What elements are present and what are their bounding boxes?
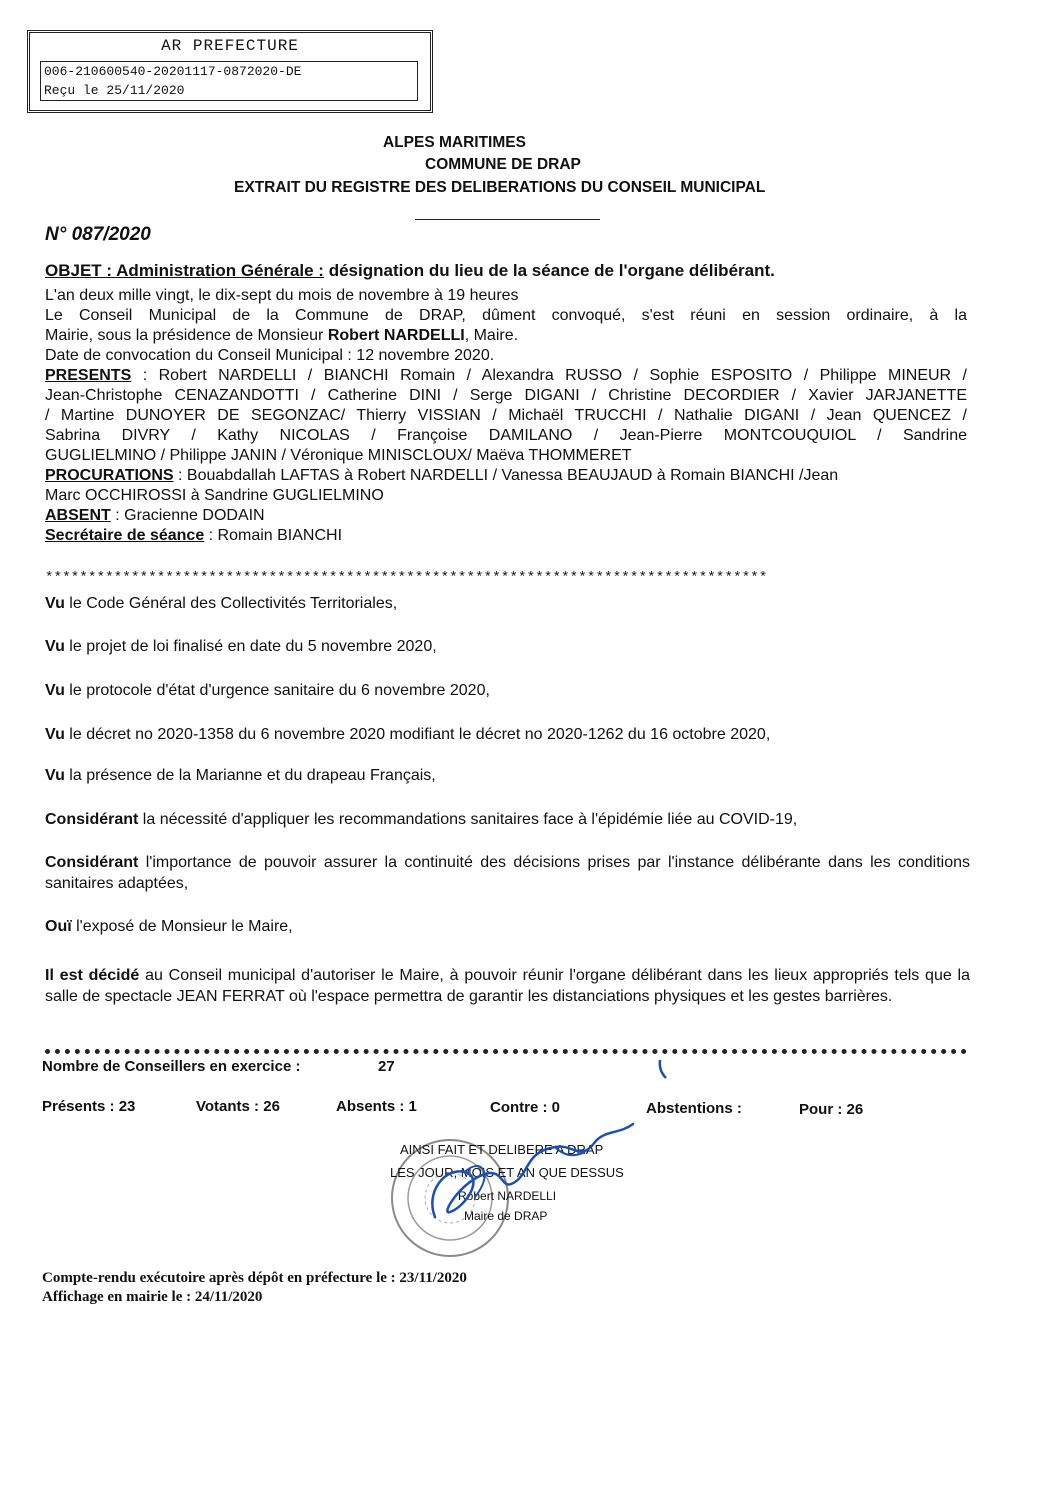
objet-label: OBJET : Administration Générale : <box>45 261 324 280</box>
separator-stars: ************************************************************************************ <box>45 570 768 586</box>
consideration-text: le protocole d'état d'urgence sanitaire du 6 novembre 2020, <box>64 682 490 699</box>
handwritten-signature-icon <box>405 1112 645 1232</box>
header-commune: COMMUNE DE DRAP <box>425 156 581 173</box>
consideration-item <box>45 680 970 701</box>
deliberation-number: N° 087/2020 <box>45 224 151 245</box>
consideration-item <box>45 636 970 657</box>
header-rule <box>415 219 600 220</box>
consideration-item <box>45 765 970 786</box>
convocation-date: Date de convocation du Conseil Municipal : 12 novembre 2020. <box>45 347 495 364</box>
consideration-keyword: Vu <box>45 726 65 743</box>
procurations-line-1 <box>45 466 967 486</box>
conseillers-label: Nombre de Conseillers en exercice : <box>42 1058 301 1075</box>
consideration-keyword: Vu <box>45 595 65 612</box>
signature-block <box>380 1132 640 1262</box>
signature-line-1: AINSI FAIT ET DELIBERE A DRAP <box>400 1142 604 1157</box>
vote-contre: Contre : 0 <box>490 1099 561 1116</box>
consideration-item <box>45 809 970 830</box>
consideration-keyword: Considérant <box>45 811 139 828</box>
absent-label: ABSENT <box>45 507 111 524</box>
intro-line-1: L'an deux mille vingt, le dix-sept du mois de novembre à 19 heures <box>45 287 519 304</box>
consideration-text: l'exposé de Monsieur le Maire, <box>71 918 293 935</box>
header-register: EXTRAIT DU REGISTRE DES DELIBERATIONS DU CONSEIL MUNICIPAL <box>234 179 766 196</box>
presents-line-3: / Martine DUNOYER DE SEGONZAC/ Thierry VISSIAN / Michaël TRUCCHI / Nathalie DIGANI / Jean QUENCEZ / <box>45 407 967 424</box>
procurations-label: PROCURATIONS <box>45 467 174 484</box>
footer-affichage: Affichage en mairie le : 24/11/2020 <box>42 1289 263 1305</box>
consideration-keyword: Vu <box>45 638 65 655</box>
consideration-keyword: Considérant <box>45 854 139 871</box>
consideration-text: le Code Général des Collectivités Territoriales, <box>64 595 398 612</box>
procurations-line-2: Marc OCCHIROSSI à Sandrine GUGLIELMINO <box>45 487 384 504</box>
session-intro <box>45 286 967 546</box>
ar-stamp-box <box>40 61 418 101</box>
consideration-item <box>45 916 970 937</box>
consideration-text: au Conseil municipal d'autoriser le Maire, à pouvoir réunir l'organe délibérant dans les lieux appropriés tels que la salle de spectacle JEAN FERRAT où l'espace permettra de garantir les distanciations physiques et les gestes barrières. <box>45 967 970 1005</box>
footer <box>42 1269 467 1307</box>
presents-line-5: GUGLIELMINO / Philippe JANIN / Véronique MINISCLOUX/ Maëva THOMMERET <box>45 447 632 464</box>
consideration-text: la nécessité d'appliquer les recommandations sanitaires face à l'épidémie liée au COVID-19, <box>138 811 798 828</box>
signature-name: Robert NARDELLI <box>458 1189 557 1203</box>
footer-executoire: Compte-rendu exécutoire après dépôt en préfecture le : 23/11/2020 <box>42 1270 467 1286</box>
ar-stamp-title: AR PREFECTURE <box>161 37 299 55</box>
ar-stamp-reference: 006-210600540-20201117-0872020-DE <box>44 64 302 79</box>
dotted-divider <box>45 1049 967 1054</box>
consideration-text: la présence de la Marianne et du drapeau Français, <box>64 767 436 784</box>
consideration-item <box>45 593 970 614</box>
intro-line-3 <box>45 326 967 346</box>
ar-stamp-received: Reçu le 25/11/2020 <box>44 83 185 98</box>
intro-line-2: Le Conseil Municipal de la Commune de DRAP, dûment convoqué, s'est réuni en session ordinaire, à la <box>45 307 967 324</box>
consideration-keyword: Ouï <box>45 918 72 935</box>
procurations-block <box>45 466 967 506</box>
objet-text: désignation du lieu de la séance de l'organe délibérant. <box>323 261 775 280</box>
vote-presents: Présents : 23 <box>42 1098 136 1115</box>
header-department: ALPES MARITIMES <box>383 134 526 151</box>
secretaire-label: Secrétaire de séance <box>45 527 205 544</box>
decision-item <box>45 965 970 1007</box>
presents-block <box>45 366 967 466</box>
ar-prefecture-stamp <box>27 30 433 113</box>
consideration-item <box>45 852 970 894</box>
vote-votants: Votants : 26 <box>196 1098 280 1115</box>
consideration-text: le décret no 2020-1358 du 6 novembre 2020 modifiant le décret no 2020-1262 du 16 octobre 2020, <box>64 726 771 743</box>
secretaire-line <box>45 526 967 546</box>
presents-line-1 <box>45 366 967 386</box>
conseillers-value: 27 <box>378 1058 395 1075</box>
presents-line-4: Sabrina DIVRY / Kathy NICOLAS / Françoise DAMILANO / Jean-Pierre MONTCOUQUIOL / Sandrine <box>45 427 967 444</box>
intro-line-3-start: Mairie, sous la présidence de Monsieur <box>45 327 328 344</box>
intro-line-3-end: , Maire. <box>464 327 519 344</box>
vote-abstentions: Abstentions : <box>646 1100 742 1117</box>
procurations-line-1-text: : Bouabdallah LAFTAS à Robert NARDELLI / Vanessa BEAUJAUD à Romain BIANCHI /Jean <box>173 467 839 484</box>
consideration-keyword: Il est décidé <box>45 967 140 984</box>
vote-pour: Pour : 26 <box>799 1101 864 1118</box>
presents-line-1-text: : Robert NARDELLI / BIANCHI Romain / Alexandra RUSSO / Sophie ESPOSITO / Philippe MINEUR / <box>131 367 967 384</box>
mayor-name: Robert NARDELLI <box>327 327 465 344</box>
consideration-keyword: Vu <box>45 682 65 699</box>
presents-label: PRESENTS <box>45 367 132 384</box>
consideration-text: le projet de loi finalisé en date du 5 novembre 2020, <box>64 638 437 655</box>
absent-line <box>45 506 967 526</box>
signature-line-2: LES JOUR, MOIS ET AN QUE DESSUS <box>390 1165 624 1180</box>
objet-line <box>45 261 775 281</box>
absent-text: : Gracienne DODAIN <box>110 507 265 524</box>
consideration-text: l'importance de pouvoir assurer la continuité des décisions prises par l'instance délibérante dans les conditions sanitaires adaptées, <box>45 854 970 892</box>
consideration-item <box>45 724 970 745</box>
ink-mark-icon <box>650 1058 670 1082</box>
secretaire-text: : Romain BIANCHI <box>204 527 343 544</box>
signature-role: Maire de DRAP <box>464 1209 548 1223</box>
vote-absents: Absents : 1 <box>336 1098 417 1115</box>
presents-line-2: Jean-Christophe CENAZANDOTTI / Catherine DINI / Serge DIGANI / Christine DECORDIER / Xavier JARJANETTE <box>45 387 967 404</box>
consideration-keyword: Vu <box>45 767 65 784</box>
